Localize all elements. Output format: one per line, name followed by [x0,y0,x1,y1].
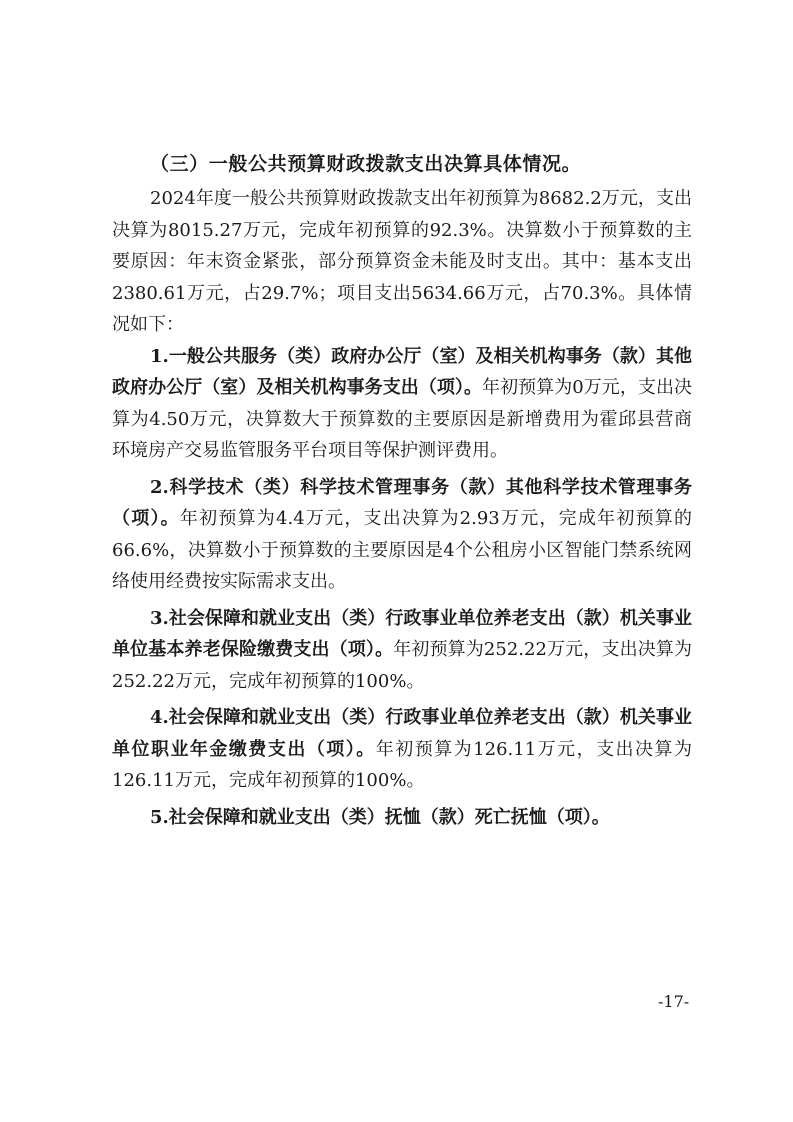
item-1-title: 1.一般公共服务（类）政府办公厅（室）及相关机构事务（款）其他政府办公厅（室）及相关机构事务支出（项）。 [112,345,692,398]
item-4-text: 年初预算为126.11万元，支出决算为126.11万元，完成年初预算的100%。 [112,738,692,791]
item-2-title: 2.科学技术（类）科学技术管理事务（款）其他科学技术管理事务（项）。 [112,476,692,529]
item-3-text: 年初预算为252.22万元，支出决算为252.22万元，完成年初预算的100%。 [112,639,693,692]
document-body [112,145,692,833]
item-1-text: 年初预算为0万元，支出决算为4.50万元，决算数大于预算数的主要原因是新增费用为霍邱县营商环境房产交易监管服务平台项目等保护测评费用。 [112,377,692,461]
item-5-title: 5.社会保障和就业支出（类）抚恤（款）死亡抚恤（项）。 [150,806,610,828]
intro-paragraph: 2024年度一般公共预算财政拨款支出年初预算为8682.2万元，支出决算为8015.27万元，完成年初预算的92.3%。决算数小于预算数的主要原因：年末资金紧张，部分预算资金未能及时支出。其中：基本支出2380.61万元，占29.7%；项目支出5634.66万元，占70.3%。具体情况如下： [112,188,692,335]
section-heading: （三）一般公共预算财政拨款支出决算具体情况。 [150,153,582,175]
page-number: -17- [658,992,690,1011]
item-4-title: 4.社会保障和就业支出（类）行政事业单位养老支出（款）机关事业单位职业年金缴费支出（项）。 [112,707,692,760]
item-4 [112,702,692,797]
item-3-title: 3.社会保障和就业支出（类）行政事业单位养老支出（款）机关事业单位基本养老保险缴费支出（项）。 [112,607,692,660]
item-5 [112,802,692,834]
item-3 [112,603,692,698]
item-2-text: 年初预算为4.4万元，支出决算为2.93万元，完成年初预算的66.6%，决算数小于预算数的主要原因是4个公租房小区智能门禁系统网络使用经费按实际需求支出。 [112,508,693,592]
item-2 [112,472,692,598]
item-1 [112,341,692,467]
